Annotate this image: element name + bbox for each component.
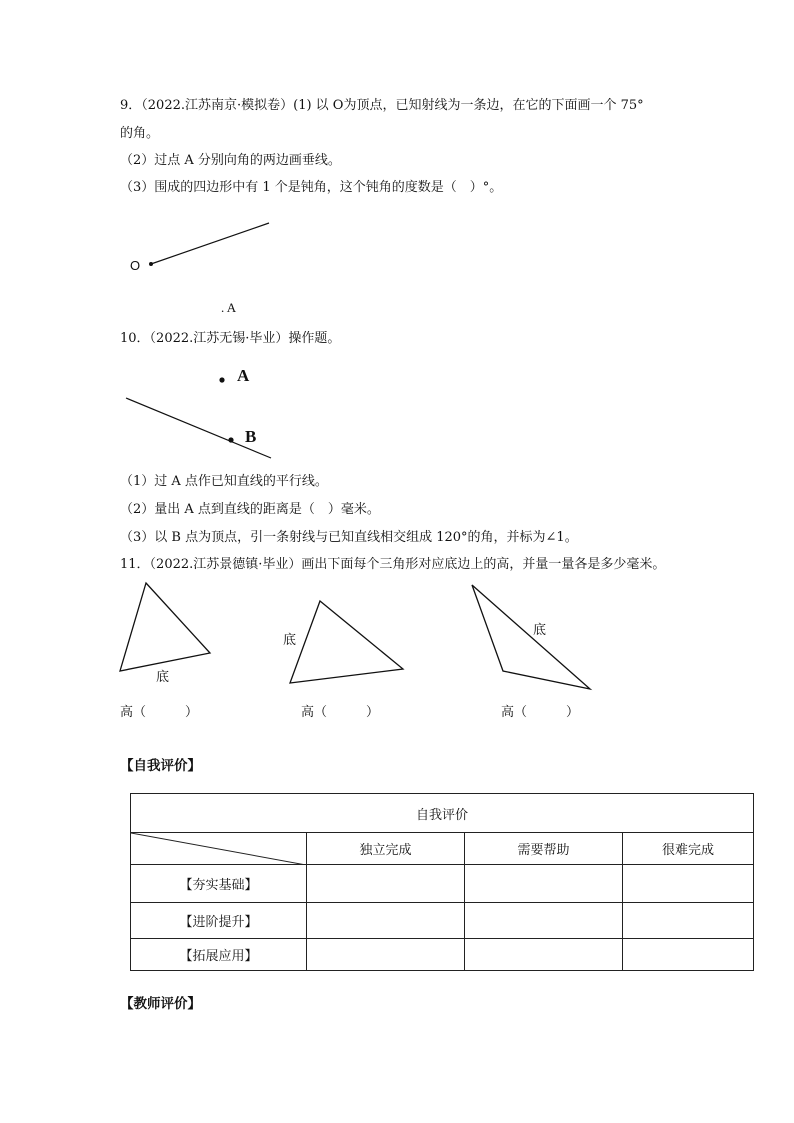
q10-sub3: （3）以 B 点为顶点，引一条射线与已知直线相交组成 120°的角，并标为∠1。: [120, 530, 578, 545]
q9-line3: （2）过点 A 分别向角的两边画垂线。: [120, 153, 341, 168]
q11-title: 11．（2022.江苏景德镇·毕业）画出下面每个三角形对应底边上的高，并量一量各是多少毫米。: [120, 557, 666, 572]
table-cell[interactable]: [307, 903, 465, 939]
diagonal-line: [131, 833, 306, 865]
q10-sub1: （1）过 A 点作已知直线的平行线。: [120, 474, 328, 489]
table-cell[interactable]: [307, 939, 465, 971]
height-answer-1: 高（ ）: [120, 705, 199, 720]
table-cell[interactable]: [623, 865, 754, 903]
q10-point-a: [219, 377, 224, 382]
q9-vertex-dot: [149, 262, 153, 266]
teacher-eval-heading: 【教师评价】: [120, 996, 201, 1012]
triangle-1-base-label: 底: [156, 669, 170, 684]
q10-title: 10．（2022.江苏无锡·毕业）操作题。: [120, 331, 341, 346]
table-cell[interactable]: [623, 939, 754, 971]
height-answer-2: 高（ ）: [301, 705, 380, 720]
q9-line2: 的角。: [120, 126, 160, 141]
table-cell[interactable]: [623, 903, 754, 939]
q9-line4: （3）围成的四边形中有 1 个是钝角，这个钝角的度数是（ ）°。: [120, 180, 503, 195]
table-cell[interactable]: [307, 865, 465, 903]
q9-label-a: . A: [221, 300, 237, 315]
q9-label-o: O: [130, 258, 141, 273]
table-cell[interactable]: [465, 903, 623, 939]
q9-ray: [151, 223, 269, 264]
row-label-application: 【拓展应用】: [131, 939, 307, 971]
diagonal-header-cell: [131, 833, 307, 865]
q10-point-b: [228, 437, 233, 442]
q10-sub2: （2）量出 A 点到直线的距离是（ ）毫米。: [120, 502, 380, 517]
q10-label-a: A: [237, 366, 250, 385]
col-need-help: 需要帮助: [465, 833, 623, 865]
triangle-1: [120, 583, 210, 671]
self-eval-table: [130, 793, 754, 971]
triangle-2-base-label: 底: [283, 632, 297, 647]
col-difficult: 很难完成: [623, 833, 754, 865]
row-label-basic: 【夯实基础】: [131, 865, 307, 903]
q10-label-b: B: [245, 427, 257, 446]
col-independent: 独立完成: [307, 833, 465, 865]
height-answer-3: 高（ ）: [501, 705, 580, 720]
triangle-3: [472, 585, 590, 689]
self-eval-table-title: 自我评价: [131, 794, 754, 833]
triangle-2: [290, 601, 403, 683]
triangle-3-base-label: 底: [533, 622, 547, 637]
table-cell[interactable]: [465, 939, 623, 971]
q9-line1: 9．（2022.江苏南京·模拟卷）(1) 以 O为顶点，已知射线为一条边，在它的下面画一个 75°: [120, 98, 644, 113]
row-label-advanced: 【进阶提升】: [131, 903, 307, 939]
self-eval-heading: 【自我评价】: [120, 758, 201, 774]
table-cell[interactable]: [465, 865, 623, 903]
